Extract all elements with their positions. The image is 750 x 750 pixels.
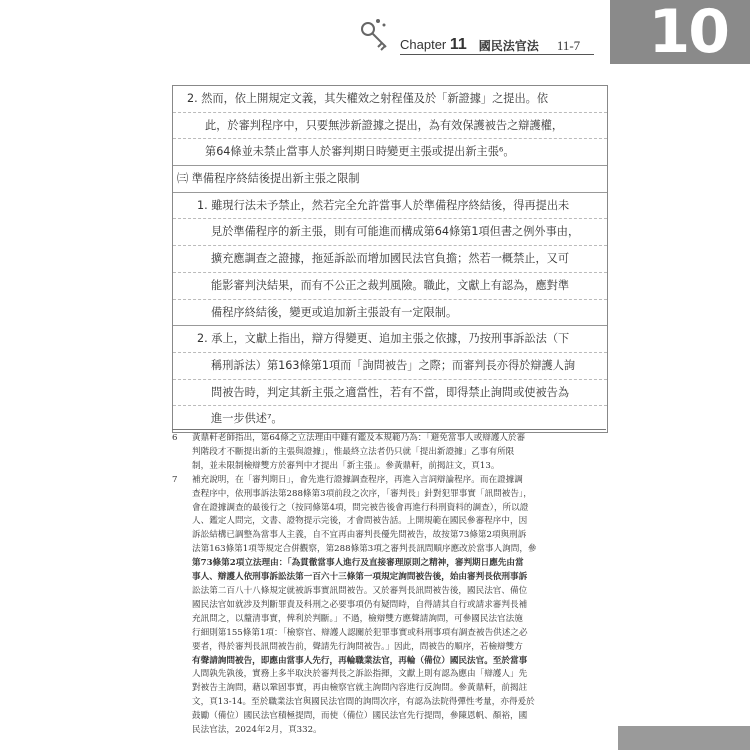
footnote [172, 432, 606, 474]
footnote-line: 文，頁13-14。至於職業法官與國民法官間的詢問次序，有認為法院得彈性考量，亦得爰於 [192, 697, 535, 708]
paragraph-2 [173, 86, 607, 166]
text-line: 問被告時，判定其新主張之適當性，若有不當，即得禁止詢問或使被告為 [173, 380, 607, 407]
footnote-line: 訟法第二百八十八條規定就被訴事實訊問被告。又於審判長訊問被告後，國民法官、備位 [192, 585, 528, 596]
text-line: 2. 承上，文獻上指出，辯方得變更、追加主張之依據，乃按刑事訴訟法（下 [173, 326, 607, 353]
footnote-line: 行細則第155條第1項：「檢察官、辯護人認關於犯罪事實或科刑事項有調查被告供述之必 [192, 627, 528, 638]
chapter-label: Chapter 11 [400, 36, 467, 53]
footnote-line: 國民法官如就涉及判斷罪責及科刑之必要事項仍有疑問時，自得請其自行或請求審判長補 [192, 599, 528, 610]
footnote-line: 黃鼎軒老師指出，第64條之立法理由中雖有鑑及本規範乃為：「避免當事人或辯護人於審 [192, 433, 526, 443]
item-1 [173, 193, 607, 326]
footnote-line: 訴訟結構已調整為當事人主義，自不宜再由審判長優先問被告，故按第73條第2項與刑訴 [192, 530, 527, 541]
footnote-line: 制，並未限制檢辯雙方於審判中才提出「新主張」。參黃鼎軒，前揭註文，頁13。 [192, 460, 500, 471]
section-heading: ㈢ 準備程序終結後提出新主張之限制 [177, 172, 360, 186]
footnote-line: 查程序中，依刑事訴法第288條第3項前段之次序，「審判長」針對犯罪事實「訊問被告」， [192, 488, 532, 499]
footnote-line: 第73條第2項立法理由：「為貫徹當事人進行及直接審理原則之精神，審判期日應先由當 [192, 558, 524, 569]
text-line: 備程序終結後，變更或追加新主張設有一定限制。 [211, 305, 458, 319]
footnote-line: 法第163條第1項等規定合併觀察，第288條第3項之審判長訊問順序應改於當事人詢問，參 [192, 544, 537, 555]
text-line: 稱刑訴法）第163條第1項而「詢問被告」之際；而審判長亦得於辯護人詢 [173, 353, 607, 380]
page-number: 11-7 [556, 38, 581, 53]
chapter-tab-number: 10 [648, 0, 728, 67]
footnote-line: 補充說明，在「審判期日」，會先進行證據調查程序，再進入言詞辯論程序。而在證據調 [192, 474, 523, 485]
key-icon [356, 15, 396, 55]
footnote-number: 6 [172, 433, 178, 443]
footnote-line: 對被告主詢問，藉以鞏固事實，再由檢察官就主詢問內容進行反詢問。參黃鼎軒，前揭註 [192, 683, 528, 694]
text-line: 第64條並未禁止當事人於審判期日時變更主張或提出新主張⁶。 [205, 145, 515, 159]
chapter-tab [610, 0, 750, 67]
text-line: 見於準備程序的新主張，則有可能進而構成第64條第1項但書之例外事由， [173, 219, 607, 246]
footnote-line: 人間孰先孰後，實務上多半取決於審判長之訴訟指揮，文獻上則有認為應由「辯護人」先 [192, 669, 528, 680]
chapter-title: 國民法官法 [478, 39, 539, 53]
footnotes [172, 429, 606, 738]
content-box [172, 85, 608, 433]
text-line: 1. 雖現行法未予禁止，然若完全允許當事人於準備程序終結後，得再提出未 [173, 193, 607, 220]
section-heading-row [173, 166, 607, 193]
text-line: 此，於審判程序中，只要無涉新證據之提出，為有效保護被告之辯護權， [173, 113, 607, 140]
footnote [172, 474, 606, 738]
footnote-line: 充訊問之，以釐清事實，俾利於判斷。」不過，檢辯雙方應聲請詢問，可參國民法官法施 [192, 613, 523, 624]
footnote-line: 有聲請詢問被告，即應由當事人先行，再輪職業法官，再輪（備位）國民法官。至於當事 [192, 655, 528, 666]
footnote-line: 判階段才不斷提出新的主張與證據」，惟最終立法者仍只就「提出新證據」乙事有所限 [192, 446, 515, 457]
footnote-line: 民法官法，2024年2月，頁332。 [192, 725, 322, 736]
text-line: 進一步供述⁷。 [211, 412, 283, 426]
text-line: 2. 然而，依上開規定文義，其失權效之射程僅及於「新證據」之提出。依 [173, 86, 607, 113]
text-line: 能影審判決結果，而有不公正之裁判風險。職此，文獻上有認為，應對準 [173, 273, 607, 300]
footnote-line: 人、鑑定人問完，文書、證物提示完後，才會問被告話。上開規範在國民參審程序中，因 [192, 516, 528, 527]
footnote-line: 鼓勵（備位）國民法官積極提問，而使（備位）國民法官先行提問，參陳恩帆、顏裕，國 [192, 711, 528, 722]
bottom-tab [618, 726, 750, 750]
item-2 [173, 326, 607, 432]
chapter-number: 11 [449, 36, 467, 53]
footnote-line: 事人、辯護人依刑事訴訟法第一百六十三條第一項規定詢問被告後，始由審判長依刑事訴 [192, 572, 528, 583]
footnote-number: 7 [172, 474, 178, 485]
footnote-line: 要者，得於審判長訊問被告前，聲請先行詢問被告。」因此，問被告的順序，若檢辯雙方 [192, 641, 523, 652]
text-line: 擴充應調查之證據，拖延訴訟而增加國民法官負擔；然若一概禁止，又可 [173, 246, 607, 273]
page-header [400, 34, 594, 55]
footnote-line: 會在證據調查的最後行之（按同條第4項，問完被告後會再進行科刑資料的調查），所以證 [192, 502, 529, 513]
